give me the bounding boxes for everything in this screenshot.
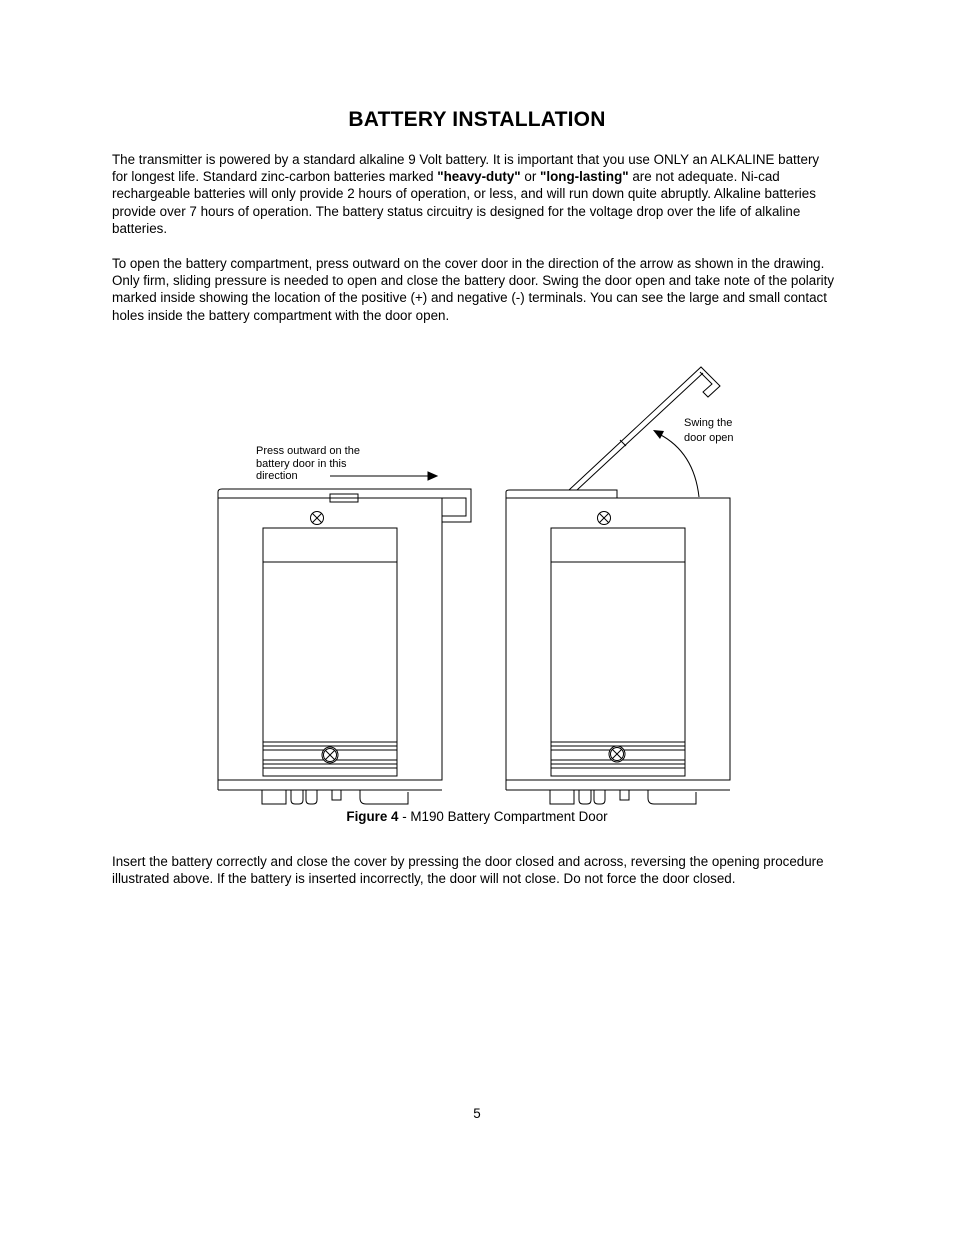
- page-title: BATTERY INSTALLATION: [348, 108, 606, 131]
- page-number: 5: [473, 1106, 481, 1121]
- press-label-line-2: battery door in this: [256, 458, 347, 470]
- screw-icon: [324, 749, 337, 762]
- press-arrow-icon: [330, 472, 437, 480]
- screw-icon: [311, 512, 324, 525]
- left-transmitter-drawing: [218, 489, 471, 804]
- para1-text-3: are not adequate. Ni-cad rechargeable batteries will only provide 2 hours of operation, or less, and will run down quite abruptly. Alkaline batteries provide over 7 hours of operation. The battery status circuitry is designed for the voltage drop over the life of alkaline batteries.: [112, 169, 816, 236]
- para1-text-1: The transmitter is powered by a standard alkaline 9 Volt battery. It is important that you use ONLY an ALKALINE battery for longest life. Standard zinc-carbon batteries marked: [112, 152, 820, 185]
- press-label-line-1: Press outward on the: [256, 445, 360, 457]
- caption-text: - M190 Battery Compartment Door: [398, 809, 608, 824]
- press-label-line-3: direction: [256, 470, 298, 482]
- paragraph-insert-battery: Insert the battery correctly and close the cover by pressing the door closed and across, reversing the opening procedure illustrated above. If the battery is inserted incorrectly, the door will not close. Do not force the door closed.: [112, 854, 824, 887]
- caption-figure-number: Figure 4: [346, 809, 399, 824]
- screw-icon: [611, 748, 624, 761]
- screw-icon: [598, 512, 611, 525]
- para1-bold-long-lasting: "long-lasting": [540, 169, 629, 185]
- swing-label-line-2: door open: [684, 432, 734, 444]
- swing-label-line-1: Swing the: [684, 417, 733, 429]
- paragraph-open-compartment: To open the battery compartment, press outward on the cover door in the direction of the arrow as shown in the drawing. Only firm, sliding pressure is needed to open and close the battery door. Swing the door open and take note of the polarity marked inside showing the location of the positive (+) and negative (-) terminals. You can see the large and small contact holes inside the battery compartment with the door open.: [112, 256, 835, 323]
- para1-text-2: or: [520, 169, 541, 185]
- para1-bold-heavy-duty: "heavy-duty": [437, 169, 521, 185]
- figure-caption: [0, 809, 954, 824]
